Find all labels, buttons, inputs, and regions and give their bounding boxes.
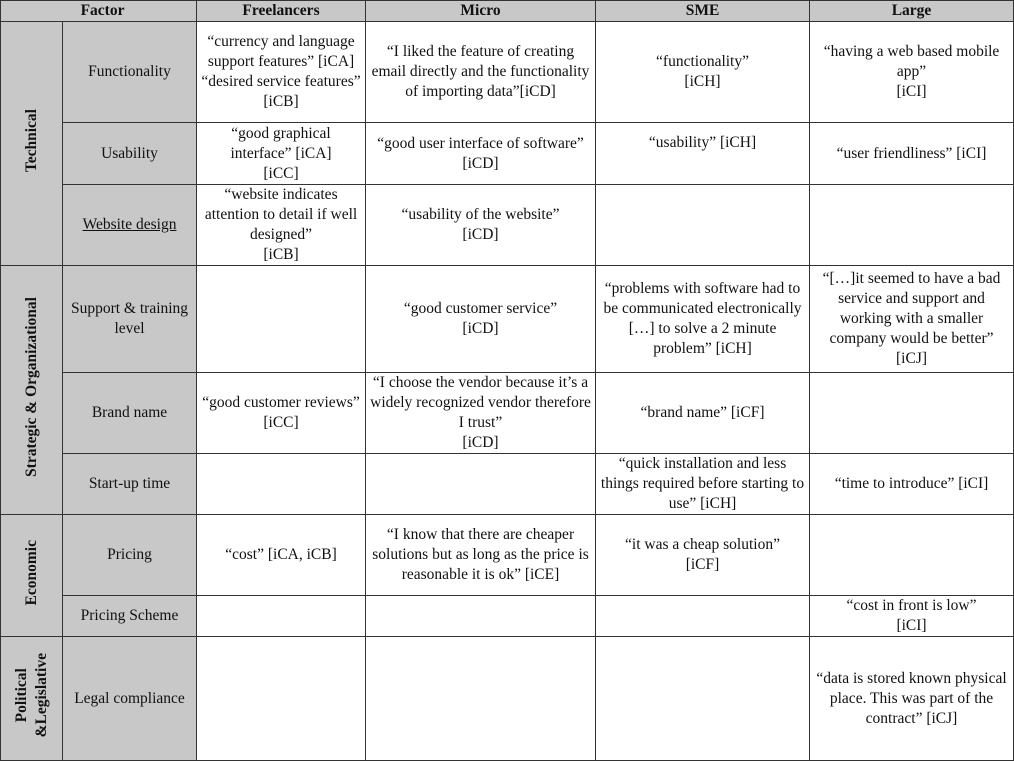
cell-brand-name-large xyxy=(810,373,1014,454)
cell-functionality-freelancers xyxy=(197,22,366,123)
quote: “good customer service” xyxy=(403,300,558,317)
header-row xyxy=(1,1,1014,22)
cell-usability-freelancers xyxy=(197,123,366,185)
cell-brand-name-micro xyxy=(366,373,596,454)
cell-support-large: “[…]it seemed to have a bad service and support and working with a smaller company would be better” [iCJ] xyxy=(810,266,1014,373)
quote-ref: [iCF] xyxy=(685,556,720,573)
cell-website-design-freelancers xyxy=(197,185,366,266)
quote-ref: [iCD] xyxy=(462,434,499,451)
cell-website-design-micro xyxy=(366,185,596,266)
cell-pricing-scheme-large xyxy=(810,596,1014,637)
quote-ref: [iCD] xyxy=(462,226,499,243)
factor-legal: Legal compliance xyxy=(63,637,197,761)
quote: “good user interface of software” xyxy=(377,134,584,152)
category-strategic xyxy=(1,266,63,515)
row-support xyxy=(1,266,1014,373)
row-pricing xyxy=(1,515,1014,596)
cell-functionality-micro: “I liked the feature of creating email directly and the functionality of importing data”[iCD] xyxy=(366,22,596,123)
quote-ref: [iCI] xyxy=(896,83,927,100)
cell-pricing-micro: “I know that there are cheaper solutions but as long as the price is reasonable it is ok” [iCE] xyxy=(366,515,596,596)
quote-ref: [iCD] xyxy=(462,320,499,337)
cell-website-design-sme xyxy=(596,185,810,266)
cell-pricing-large xyxy=(810,515,1014,596)
cell-startup-micro xyxy=(366,454,596,515)
cell-usability-large: “user friendliness” [iCI] xyxy=(810,123,1014,185)
quote: “currency and language support features” [iCA] xyxy=(207,33,355,70)
category-strategic-label: Strategic & Organizational xyxy=(22,297,40,477)
quote: “website indicates attention to detail if well designed” xyxy=(204,186,358,243)
cell-support-micro xyxy=(366,266,596,373)
quote: “it was a cheap solution” xyxy=(625,536,780,553)
row-pricing-scheme xyxy=(1,596,1014,637)
header-sme: SME xyxy=(596,1,810,22)
factor-pricing: Pricing xyxy=(63,515,197,596)
cell-pricing-scheme-micro xyxy=(366,596,596,637)
cell-functionality-large xyxy=(810,22,1014,123)
quote: “having a web based mobile app” xyxy=(823,43,1000,80)
row-functionality xyxy=(1,22,1014,123)
quote: “desired service features” [iCB] xyxy=(201,73,361,110)
cell-support-freelancers xyxy=(197,266,366,373)
factor-usability: Usability xyxy=(63,123,197,185)
factor-website-design-label: Website design xyxy=(82,216,177,233)
cell-startup-freelancers xyxy=(197,454,366,515)
row-website-design xyxy=(1,185,1014,266)
cell-pricing-freelancers: “cost” [iCA, iCB] xyxy=(197,515,366,596)
category-technical-label: Technical xyxy=(22,108,40,173)
cell-startup-sme: “quick installation and less things required before starting to use” [iCH] xyxy=(596,454,810,515)
row-usability xyxy=(1,123,1014,185)
category-economic xyxy=(1,515,63,637)
header-large: Large xyxy=(810,1,1014,22)
cell-website-design-large xyxy=(810,185,1014,266)
row-legal xyxy=(1,637,1014,761)
header-freelancers: Freelancers xyxy=(197,1,366,22)
cell-pricing-sme xyxy=(596,515,810,596)
quote-ref: [iCH] xyxy=(684,73,721,90)
row-startup xyxy=(1,454,1014,515)
quote: “usability of the website” xyxy=(401,206,560,223)
cell-legal-micro xyxy=(366,637,596,761)
row-brand-name xyxy=(1,373,1014,454)
factor-pricing-scheme: Pricing Scheme xyxy=(63,596,197,637)
factor-startup: Start-up time xyxy=(63,454,197,515)
quote: “good graphical interface” [iCA] xyxy=(230,124,332,162)
cell-support-sme: “problems with software had to be communicated electronically […] to solve a 2 minute problem” [iCH] xyxy=(596,266,810,373)
quote: “cost in front is low” xyxy=(846,597,977,614)
factor-support: Support & training level xyxy=(63,266,197,373)
cell-brand-name-sme: “brand name” [iCF] xyxy=(596,373,810,454)
quote-ref: [iCI] xyxy=(896,617,927,634)
factor-functionality: Functionality xyxy=(63,22,197,123)
quote: “functionality” xyxy=(656,53,749,70)
quote-ref: [iCC] xyxy=(263,164,299,182)
quote: “I choose the vendor because it’s a widely recognized vendor therefore I trust” xyxy=(370,374,591,431)
quote-ref: [iCB] xyxy=(263,246,299,263)
cell-startup-large: “time to introduce” [iCI] xyxy=(810,454,1014,515)
cell-usability-sme: “usability” [iCH] xyxy=(596,123,810,185)
cell-usability-micro xyxy=(366,123,596,185)
cell-brand-name-freelancers: “good customer reviews” [iCC] xyxy=(197,373,366,454)
cell-legal-sme xyxy=(596,637,810,761)
cell-legal-freelancers xyxy=(197,637,366,761)
header-micro: Micro xyxy=(366,1,596,22)
factor-brand-name: Brand name xyxy=(63,373,197,454)
factor-website-design xyxy=(63,185,197,266)
quote-ref: [iCD] xyxy=(462,154,499,172)
cell-functionality-sme xyxy=(596,22,810,123)
cell-pricing-scheme-freelancers xyxy=(197,596,366,637)
category-political-line1: Political xyxy=(12,668,30,723)
category-technical xyxy=(1,22,63,266)
category-political-label xyxy=(12,653,52,737)
category-economic-label: Economic xyxy=(22,539,40,606)
header-factor: Factor xyxy=(1,1,197,22)
category-political-line2: &Legislative xyxy=(32,653,50,738)
cell-pricing-scheme-sme xyxy=(596,596,810,637)
cell-legal-large: “data is stored known physical place. This was part of the contract” [iCJ] xyxy=(810,637,1014,761)
category-political xyxy=(1,637,63,761)
